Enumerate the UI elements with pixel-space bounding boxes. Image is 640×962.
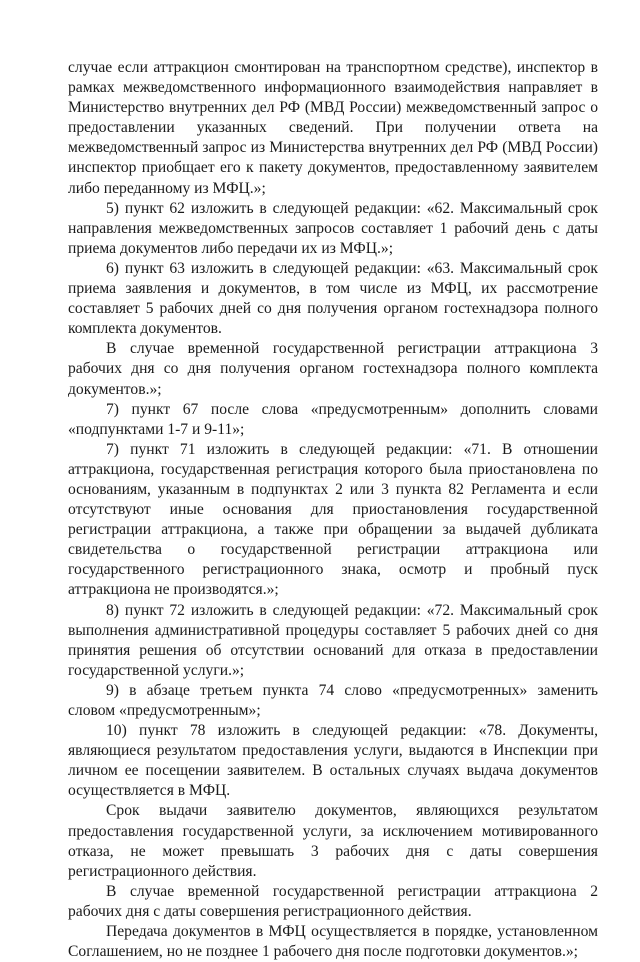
paragraph-item-10-transfer: Передача документов в МФЦ осуществляется в порядке, установленном Соглашением, но не позднее 1 рабочего дня после подготовки документов.»; [68, 923, 598, 961]
paragraph-item-5: 5) пункт 62 изложить в следующей редакции: «62. Максимальный срок направления межведомственных запросов составляет 1 рабочий день с даты приема документов либо передачи их из МФЦ.»; [68, 199, 598, 257]
paragraph-item-6-temporary: В случае временной государственной регистрации аттракциона 3 рабочих дня со дня получения органом гостехнадзора полного комплекта документов.»; [68, 340, 598, 398]
paragraph-item-8: 8) пункт 72 изложить в следующей редакции: «72. Максимальный срок выполнения административной процедуры составляет 5 рабочих дней со дня принятия решения об отсутствии оснований для отказа в предоставлении государственной услуги.»; [68, 601, 598, 679]
paragraph-item-10: 10) пункт 78 изложить в следующей редакции: «78. Документы, являющиеся результатом предоставления услуги, выдаются в Инспекции при личном ее посещении заявителем. В остальных случаях выдача документов осуществляется в МФЦ. [68, 722, 598, 800]
paragraph-continuation: случае если аттракцион смонтирован на транспортном средстве), инспектор в рамках межведомственного информационного взаимодействия направляет в Министерство внутренних дел РФ (МВД России) межведомственный запрос о предоставлении указанных сведений. При получении ответа на межведомственный запрос из Министерства внутренних дел РФ (МВД России) инспектор приобщает его к пакету документов, предоставленному заявителем либо переданному из МФЦ.»; [68, 59, 598, 197]
document-body [68, 58, 598, 962]
paragraph-item-9: 9) в абзаце третьем пункта 74 слово «предусмотренных» заменить словом «предусмотренным»; [68, 681, 598, 719]
paragraph-item-7-p71: 7) пункт 71 изложить в следующей редакции: «71. В отношении аттракциона, государственная регистрация которого была приостановлена по основаниям, указанным в подпунктах 2 или 3 пункта 82 Регламента и если отсутствуют иные основания для приостановления государственной регистрации аттракциона, а также при обращении за выдачей дубликата свидетельства о государственной регистрации аттракциона или государственного регистрационного знака, осмотр и пробный пуск аттракциона не производятся.»; [68, 440, 598, 599]
paragraph-item-7-p67: 7) пункт 67 после слова «предусмотренным» дополнить словами «подпунктами 1-7 и 9-11»; [68, 400, 598, 438]
paragraph-item-10-temporary: В случае временной государственной регистрации аттракциона 2 рабочих дня с даты совершения регистрационного действия. [68, 882, 598, 920]
paragraph-item-6: 6) пункт 63 изложить в следующей редакции: «63. Максимальный срок приема заявления и документов, в том числе из МФЦ, их рассмотрение составляет 5 рабочих дней со дня получения органом гостехнадзора полного комплекта документов. [68, 259, 598, 338]
paragraph-item-10-term: Срок выдачи заявителю документов, являющихся результатом предоставления государственной услуги, за исключением мотивированного отказа, не может превышать 3 рабочих дня с даты совершения регистрационного действия. [68, 802, 598, 880]
